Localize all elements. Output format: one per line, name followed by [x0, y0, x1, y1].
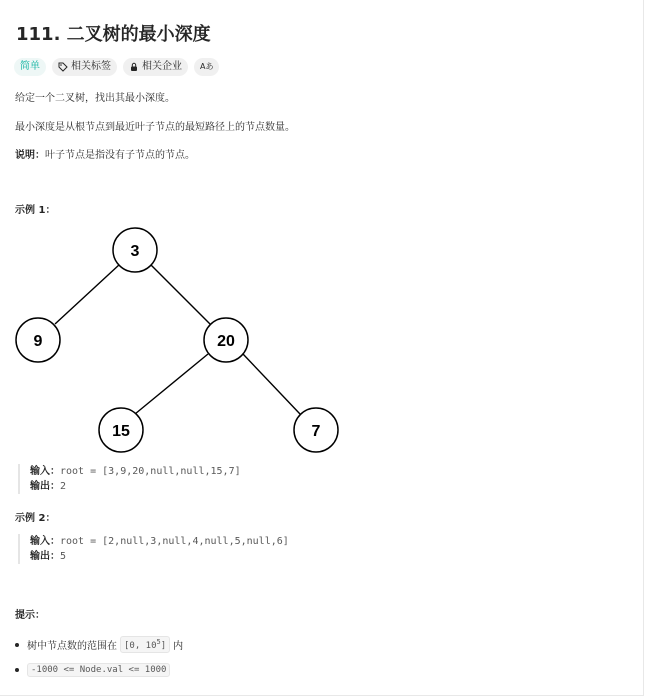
problem-note — [15, 146, 195, 161]
hint-text: 树中节点数的范围在 — [27, 641, 117, 652]
tree-edge — [135, 354, 208, 414]
note-label: 说明： — [15, 150, 45, 161]
output-label: 输出： — [30, 551, 60, 562]
input-value: root = [3,9,20,null,null,15,7] — [60, 466, 241, 477]
tree-node-label: 20 — [217, 333, 235, 350]
difficulty-badge[interactable] — [14, 58, 46, 76]
output-value: 2 — [60, 481, 67, 492]
example-2-heading: 示例 2： — [15, 513, 56, 524]
related-companies-label: 相关企业 — [142, 61, 182, 72]
font-size-icon: Aあ — [200, 62, 214, 71]
example-2-block — [18, 534, 289, 564]
tree-edge — [55, 264, 120, 324]
tag-icon — [58, 62, 68, 72]
problem-title: 111. 二叉树的最小深度 — [16, 24, 211, 45]
tree-node — [294, 408, 338, 452]
input-value: root = [2,null,3,null,4,null,5,null,6] — [60, 536, 289, 547]
example-1-block — [18, 464, 241, 494]
tree-node — [113, 228, 157, 272]
output-value: 5 — [60, 551, 67, 562]
difficulty-label: 简单 — [20, 61, 40, 72]
problem-description: 给定一个二叉树，找出其最小深度。 — [15, 93, 175, 104]
tree-node-label: 9 — [33, 333, 43, 350]
bullet-icon — [15, 668, 19, 672]
tree-node — [99, 408, 143, 452]
input-label: 输入： — [30, 536, 60, 547]
hint-code-text: ] — [160, 641, 167, 651]
hint-item — [15, 632, 183, 657]
hint-code: -1000 <= Node.val <= 1000 — [27, 663, 170, 677]
tree-node — [204, 318, 248, 362]
related-tags-label: 相关标签 — [71, 61, 111, 72]
font-size-button[interactable] — [194, 58, 219, 76]
hint-code — [120, 636, 170, 653]
note-text: 叶子节点是指没有子节点的节点。 — [45, 150, 195, 161]
hint-code-text: [0, 10 — [124, 641, 157, 651]
example-1-tree-diagram — [0, 220, 360, 460]
tree-edge — [150, 264, 210, 324]
problem-definition: 最小深度是从根节点到最近叶子节点的最短路径上的节点数量。 — [15, 122, 295, 133]
tag-row — [14, 58, 219, 76]
bullet-icon — [15, 643, 19, 647]
tree-node-label: 7 — [311, 423, 321, 440]
tree-edge — [243, 354, 300, 414]
input-label: 输入： — [30, 466, 60, 477]
hints-list — [15, 632, 183, 682]
hints-heading: 提示： — [15, 610, 45, 621]
lock-icon — [129, 62, 139, 72]
hint-code-exponent: 5 — [156, 638, 161, 646]
hint-text: 内 — [173, 641, 184, 652]
hint-item — [15, 657, 183, 682]
tree-node — [16, 318, 60, 362]
tree-node-label: 15 — [112, 423, 130, 440]
output-label: 输出： — [30, 481, 60, 492]
tree-node-label: 3 — [130, 243, 140, 260]
example-1-heading: 示例 1： — [15, 205, 56, 216]
related-tags-button[interactable] — [52, 58, 117, 76]
related-companies-button[interactable] — [123, 58, 188, 76]
